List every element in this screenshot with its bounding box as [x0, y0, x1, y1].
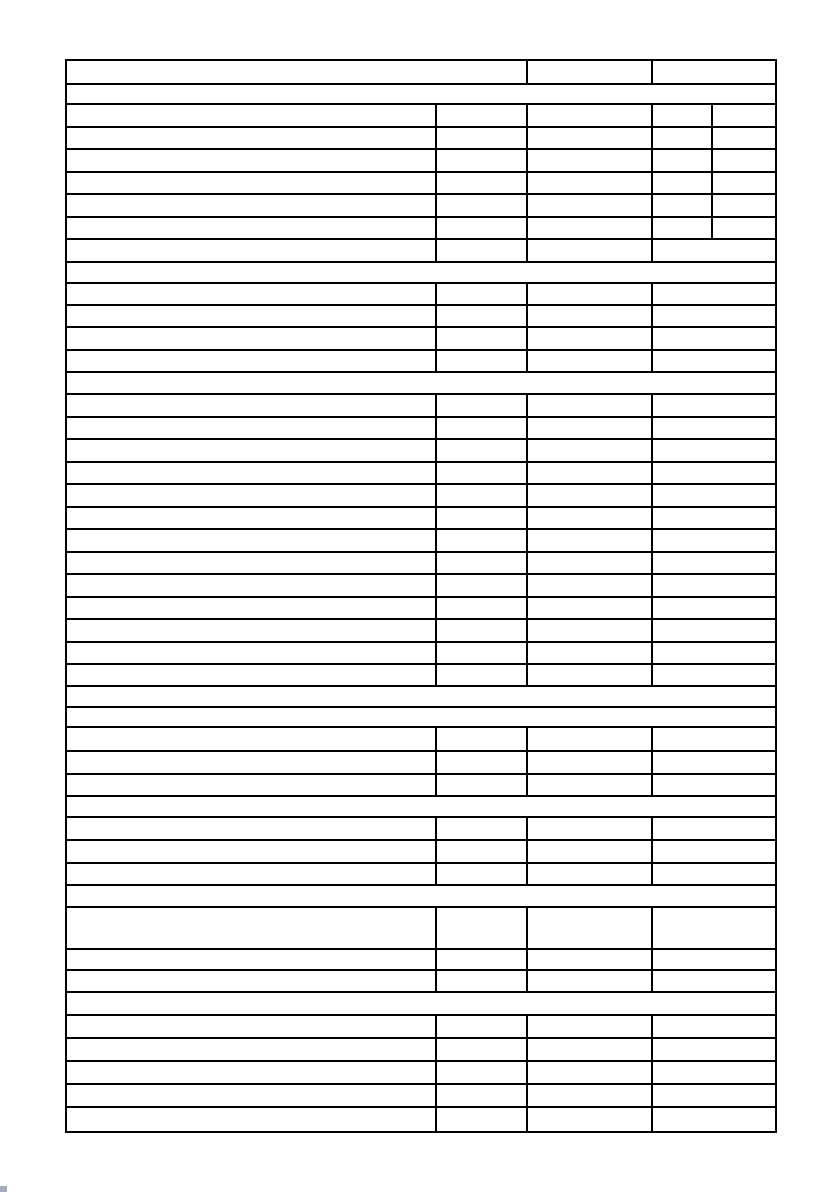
table-cell: [528, 485, 653, 506]
table-row: [67, 1039, 775, 1062]
table-row: [67, 818, 775, 841]
table-section-row: [67, 687, 775, 708]
table-cell: [437, 643, 528, 663]
table-cell: [653, 240, 775, 261]
table-cell: [437, 418, 528, 438]
table-cell: [528, 575, 653, 596]
table-cell: [653, 128, 713, 148]
table-cell: [67, 173, 437, 193]
table-cell: [653, 553, 775, 573]
table-cell: [67, 1085, 437, 1106]
table-cell: [653, 105, 713, 126]
table-cell: [437, 598, 528, 618]
table-row: [67, 128, 775, 150]
table-cell: [653, 485, 775, 506]
table-cell: [437, 240, 528, 261]
table-cell: [528, 61, 653, 83]
table-cell: [528, 508, 653, 528]
table-row: [67, 418, 775, 440]
table-row: [67, 284, 775, 306]
table-cell: [437, 728, 528, 750]
table-cell: [713, 218, 775, 238]
table-row: [67, 971, 775, 993]
table-cell: [653, 418, 775, 438]
table-section-row: [67, 993, 775, 1016]
table-cell: [67, 463, 437, 483]
table-cell: [437, 908, 528, 948]
table-cell: [528, 1108, 653, 1131]
table-cell: [67, 306, 437, 326]
table-cell: [67, 728, 437, 750]
table-cell: [437, 971, 528, 991]
table-cell: [67, 195, 437, 216]
table-cell: [67, 886, 775, 906]
table-cell: [437, 328, 528, 349]
table-cell: [653, 1016, 775, 1037]
table-cell: [528, 284, 653, 304]
table-cell: [528, 864, 653, 884]
table-cell: [528, 950, 653, 969]
table-row: [67, 643, 775, 665]
table-section-row: [67, 263, 775, 284]
table-cell: [67, 864, 437, 884]
table-cell: [528, 1062, 653, 1083]
table-cell: [67, 1039, 437, 1060]
table-cell: [67, 373, 775, 393]
table-cell: [653, 150, 713, 171]
table-cell: [67, 575, 437, 596]
table-cell: [653, 1108, 775, 1131]
table-cell: [67, 85, 775, 103]
table-cell: [437, 128, 528, 148]
table-row: [67, 1062, 775, 1085]
table-row: [67, 440, 775, 463]
table-cell: [653, 1039, 775, 1060]
table-cell: [437, 306, 528, 326]
table-cell: [437, 575, 528, 596]
table-cell: [528, 971, 653, 991]
table-cell: [653, 440, 775, 461]
table-cell: [67, 993, 775, 1014]
table-row: [67, 598, 775, 620]
table-cell: [653, 1085, 775, 1106]
table-cell: [528, 150, 653, 171]
table-cell: [437, 841, 528, 862]
table-cell: [67, 128, 437, 148]
table-cell: [713, 173, 775, 193]
table-cell: [437, 1085, 528, 1106]
table-cell: [653, 530, 775, 551]
table-cell: [67, 665, 437, 685]
table-cell: [528, 665, 653, 685]
table-row: [67, 864, 775, 886]
table-row: [67, 775, 775, 797]
table-cell: [653, 950, 775, 969]
table-cell: [653, 775, 775, 795]
table-cell: [437, 508, 528, 528]
table-cell: [67, 752, 437, 773]
table-cell: [67, 485, 437, 506]
table-cell: [67, 598, 437, 618]
table-row: [67, 150, 775, 173]
table-row: [67, 553, 775, 575]
table-cell: [653, 575, 775, 596]
table-cell: [528, 1039, 653, 1060]
table-row: [67, 508, 775, 530]
table-cell: [67, 1016, 437, 1037]
table-cell: [528, 530, 653, 551]
table-cell: [67, 643, 437, 663]
table-cell: [528, 440, 653, 461]
table-cell: [528, 173, 653, 193]
table-cell: [653, 61, 775, 83]
table-cell: [67, 841, 437, 862]
table-cell: [67, 150, 437, 171]
table-cell: [437, 1016, 528, 1037]
table-cell: [653, 598, 775, 618]
table-cell: [67, 351, 437, 371]
table-cell: [528, 752, 653, 773]
table-cell: [67, 1108, 437, 1131]
table-row: [67, 351, 775, 373]
table-cell: [437, 864, 528, 884]
table-row: [67, 530, 775, 553]
table-row: [67, 173, 775, 195]
table-cell: [528, 841, 653, 862]
table-cell: [67, 440, 437, 461]
table-header-row: [67, 61, 775, 85]
table-cell: [437, 150, 528, 171]
table-cell: [653, 971, 775, 991]
table-row: [67, 306, 775, 328]
table-row: [67, 1016, 775, 1039]
table-cell: [67, 395, 437, 416]
table-cell: [67, 797, 775, 816]
table-cell: [437, 553, 528, 573]
table-cell: [653, 284, 775, 304]
table-row: [67, 395, 775, 418]
table-section-row: [67, 85, 775, 105]
table-row: [67, 1108, 775, 1131]
table-cell: [653, 643, 775, 663]
table-cell: [528, 643, 653, 663]
table-cell: [437, 818, 528, 839]
table-section-row: [67, 886, 775, 908]
table-row: [67, 728, 775, 752]
table-cell: [653, 173, 713, 193]
table-row: [67, 463, 775, 485]
table-cell: [437, 1062, 528, 1083]
table-cell: [653, 908, 775, 948]
table-cell: [437, 620, 528, 641]
table-cell: [67, 418, 437, 438]
table-cell: [528, 240, 653, 261]
table-row: [67, 752, 775, 775]
table-cell: [67, 105, 437, 126]
table-cell: [528, 351, 653, 371]
table-row: [67, 485, 775, 508]
table-cell: [67, 284, 437, 304]
table-cell: [437, 395, 528, 416]
table-section-row: [67, 797, 775, 818]
table-section-row: [67, 708, 775, 728]
table-cell: [528, 620, 653, 641]
table-cell: [437, 440, 528, 461]
table-cell: [528, 195, 653, 216]
table-row: [67, 950, 775, 971]
table-cell: [528, 1016, 653, 1037]
table-cell: [713, 195, 775, 216]
table-cell: [528, 553, 653, 573]
table-cell: [67, 687, 775, 706]
table-cell: [437, 1108, 528, 1131]
table-cell: [437, 665, 528, 685]
table-cell: [653, 841, 775, 862]
table-cell: [67, 328, 437, 349]
table-row: [67, 195, 775, 218]
table-row: [67, 620, 775, 643]
table-cell: [653, 728, 775, 750]
table-cell: [67, 1062, 437, 1083]
table-cell: [528, 128, 653, 148]
table-cell: [528, 395, 653, 416]
table-cell: [437, 1039, 528, 1060]
table-cell: [653, 818, 775, 839]
table-cell: [67, 553, 437, 573]
table-cell: [67, 620, 437, 641]
table-cell: [437, 284, 528, 304]
table-row: [67, 1085, 775, 1108]
table-row: [67, 218, 775, 240]
table-cell: [653, 508, 775, 528]
table-cell: [437, 173, 528, 193]
table-cell: [437, 218, 528, 238]
table-cell: [67, 218, 437, 238]
table-cell: [528, 218, 653, 238]
table-cell: [437, 351, 528, 371]
table-cell: [653, 1062, 775, 1083]
table-cell: [528, 818, 653, 839]
table-cell: [653, 395, 775, 416]
table-cell: [653, 328, 775, 349]
table-cell: [437, 775, 528, 795]
table-cell: [653, 620, 775, 641]
table-cell: [653, 463, 775, 483]
table-cell: [437, 530, 528, 551]
table-cell: [528, 463, 653, 483]
table-cell: [528, 105, 653, 126]
table-cell: [67, 818, 437, 839]
table-cell: [67, 508, 437, 528]
table-row: [67, 841, 775, 864]
table-cell: [713, 128, 775, 148]
table-cell: [528, 908, 653, 948]
table-cell: [528, 598, 653, 618]
table-cell: [653, 752, 775, 773]
table-cell: [437, 485, 528, 506]
table-cell: [67, 263, 775, 282]
table-cell: [528, 775, 653, 795]
table-cell: [528, 418, 653, 438]
spec-table: [65, 59, 777, 1133]
scan-artifact: [0, 1186, 7, 1192]
table-cell: [713, 150, 775, 171]
table-row: [67, 908, 775, 950]
table-cell: [67, 708, 775, 726]
table-cell: [528, 1085, 653, 1106]
table-row: [67, 328, 775, 351]
table-row: [67, 665, 775, 687]
table-cell: [653, 195, 713, 216]
table-cell: [528, 306, 653, 326]
table-cell: [653, 351, 775, 371]
table-cell: [528, 328, 653, 349]
table-section-row: [67, 373, 775, 395]
table-cell: [437, 752, 528, 773]
table-cell: [67, 775, 437, 795]
table-cell: [67, 240, 437, 261]
table-cell: [437, 195, 528, 216]
table-cell: [67, 908, 437, 948]
table-cell: [713, 105, 775, 126]
table-cell: [653, 665, 775, 685]
table-row: [67, 240, 775, 263]
table-cell: [528, 728, 653, 750]
table-cell: [67, 530, 437, 551]
table-cell: [653, 306, 775, 326]
table-cell: [437, 950, 528, 969]
table-row: [67, 575, 775, 598]
table-cell: [653, 218, 713, 238]
table-cell: [67, 61, 528, 83]
table-cell: [67, 971, 437, 991]
table-cell: [437, 463, 528, 483]
table-row: [67, 105, 775, 128]
table-cell: [653, 864, 775, 884]
table-cell: [67, 950, 437, 969]
table-cell: [437, 105, 528, 126]
